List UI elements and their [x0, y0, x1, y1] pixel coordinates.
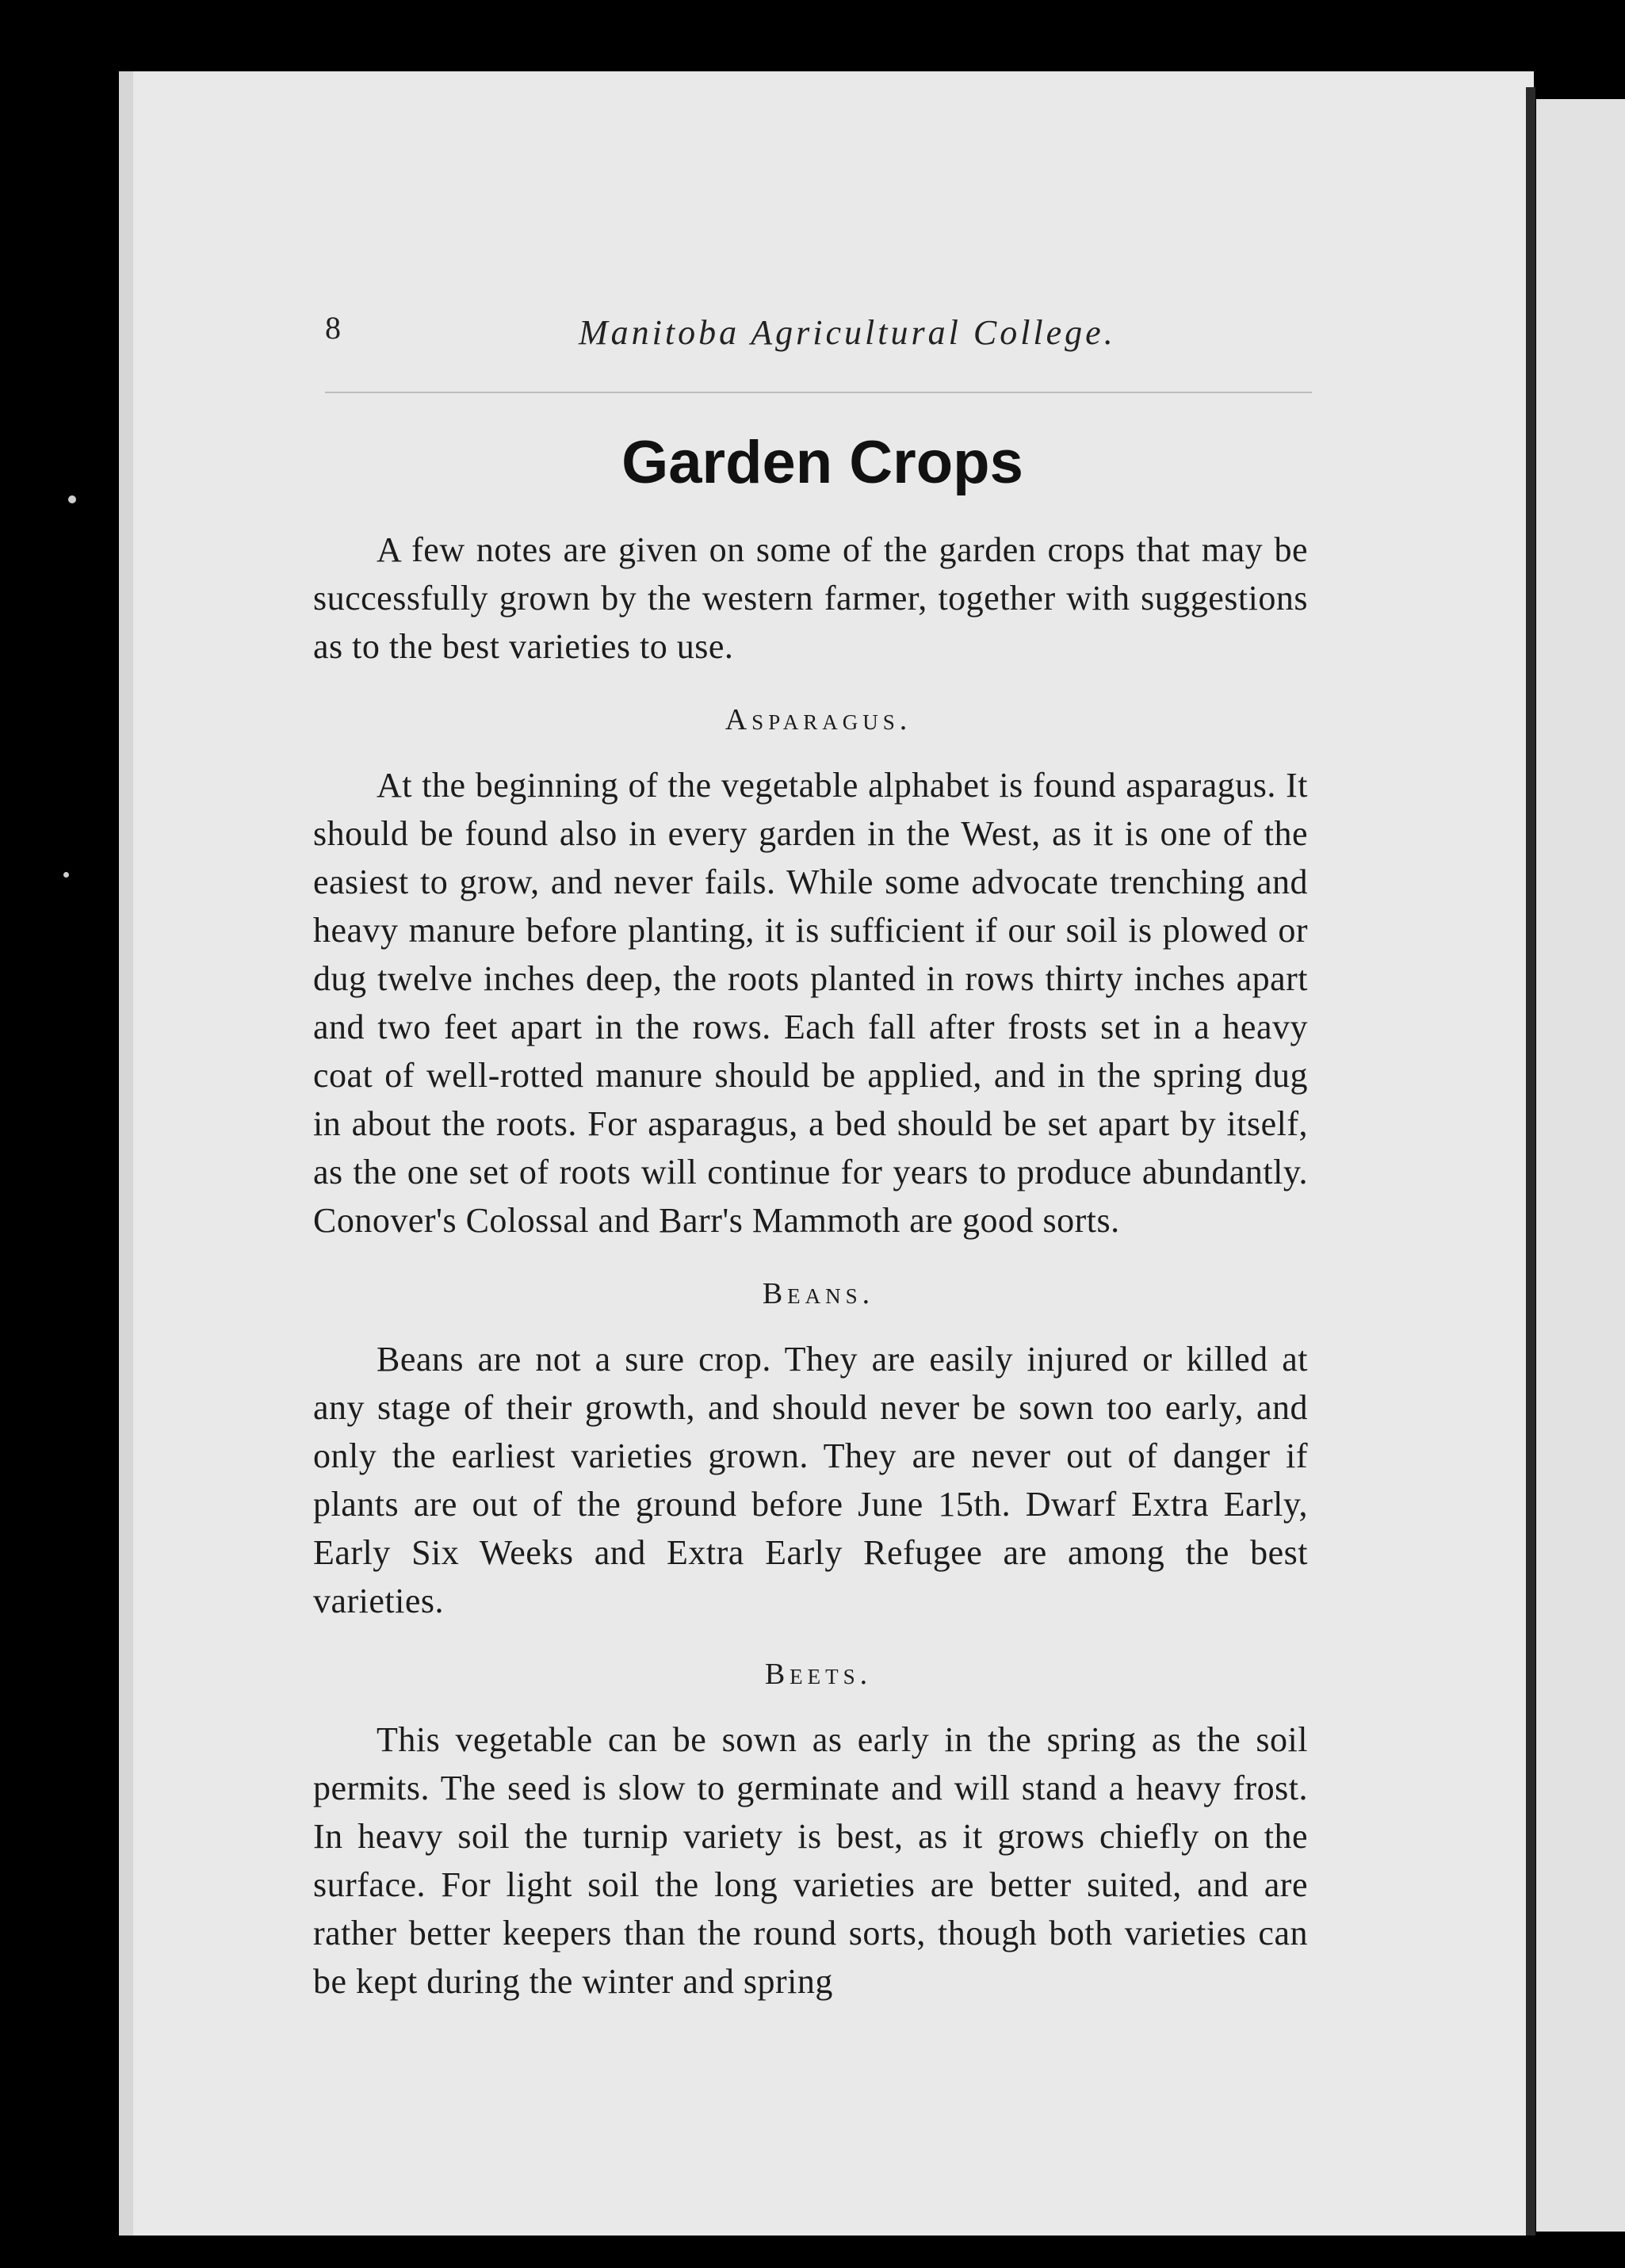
section-text-beets: This vegetable can be sown as early in the spring as the soil permits. The seed is slow to germinate and will stand a heavy frost. In heavy soil the turnip variety is best, as it grows chiefly on the surface. For light soil the long varieties are better suited, and are rather better keepers than the round sorts, though both varieties can be kept during the winter and spring: [313, 1720, 1308, 2001]
page-header: [325, 309, 1308, 357]
header-rule: [325, 392, 1312, 393]
page-gutter: [1526, 87, 1535, 2235]
section-heading-beets: Beets.: [764, 1658, 873, 1691]
page-title: Garden Crops: [621, 429, 1023, 496]
section-text-beans: Beans are not a sure crop. They are easily injured or killed at any stage of their growth, and should never be sown too early, and only the earliest varieties grown. They are never out of danger if plants are out of the ground before June 15th. Dwarf Extra Early, Early Six Weeks and Extra Early Refugee are among the best varieties.: [313, 1340, 1308, 1620]
running-head: Manitoba Agricultural College.: [579, 313, 1116, 352]
section-text-asparagus: At the beginning of the vegetable alphabet is found asparagus. It should be found also in every garden in the West, as it is one of the easiest to grow, and never fails. While some advocate trenching and heavy manure before planting, it is sufficient if our soil is plowed or dug twelve inches deep, the roots planted in rows thirty inches apart and two feet apart in the rows. Each fall after frosts set in a heavy coat of well-rotted manure should be applied, and in the spring dug in about the roots. For asparagus, a bed should be set apart by itself, as the one set of roots will continue for years to produce abundantly. Conover's Colossal and Barr's Mammoth are good sorts.: [313, 766, 1308, 1240]
section-heading-asparagus: Asparagus.: [725, 703, 912, 736]
scan-speck: [68, 495, 76, 503]
page-content: [313, 428, 1308, 2006]
page-number: 8: [325, 310, 341, 346]
section-heading-beans: Beans.: [762, 1277, 875, 1310]
intro-paragraph: A few notes are given on some of the garden crops that may be successfully grown by the western farmer, together with suggestions as to the best varieties to use.: [313, 530, 1308, 666]
facing-page-edge: [1536, 99, 1625, 2232]
scan-speck: [63, 872, 69, 878]
